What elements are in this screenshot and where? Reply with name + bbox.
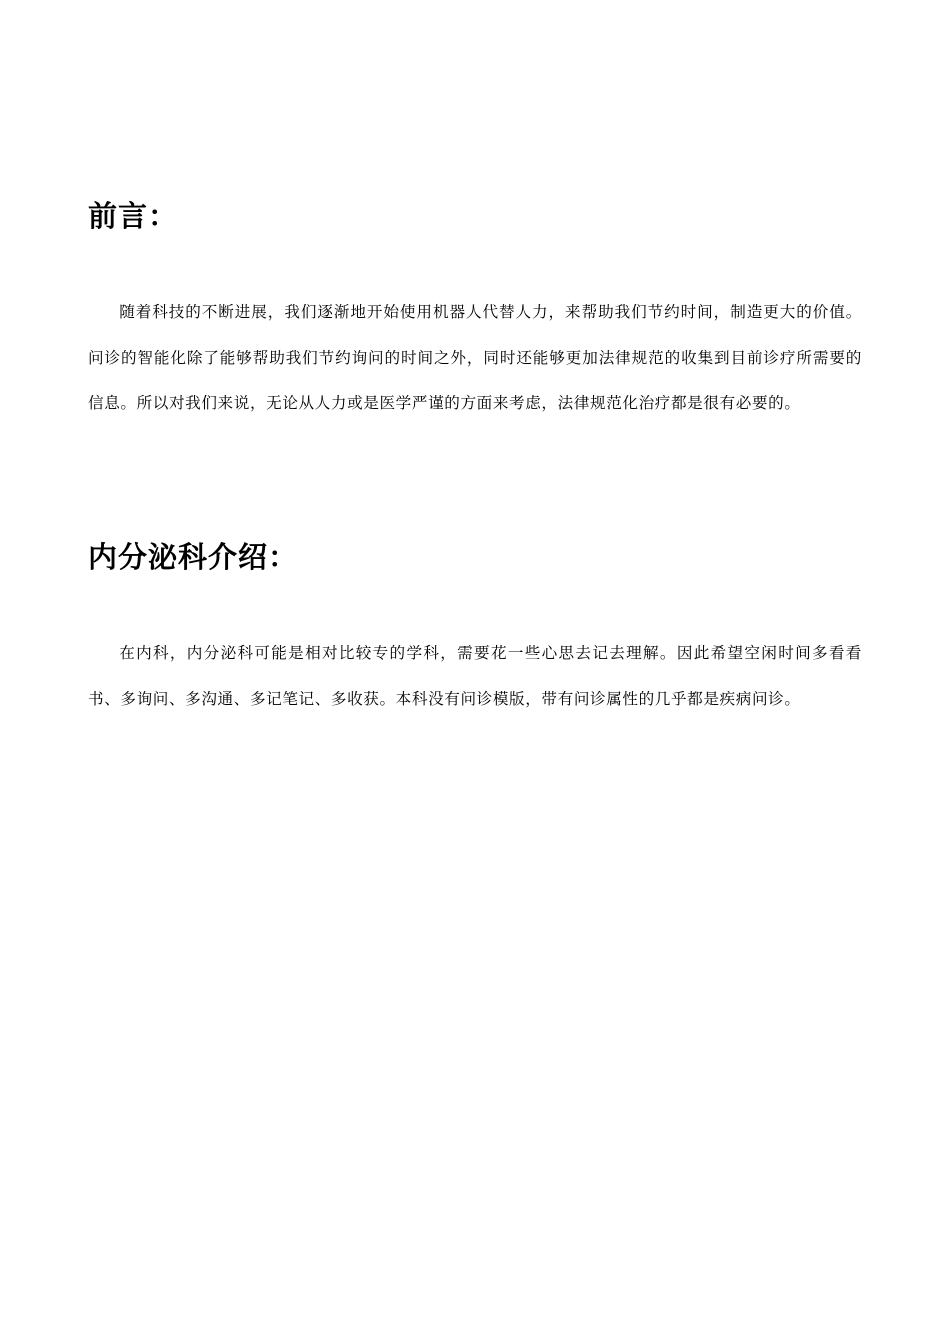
endocrinology-paragraph: 在内科，内分泌科可能是相对比较专的学科，需要花一些心思去记去理解。因此希望空闲时间多看看书、多询问、多沟通、多记笔记、多收获。本科没有问诊模版，带有问诊属性的几乎都是疾病问诊。 [88, 644, 862, 708]
preface-section [88, 196, 862, 427]
preface-paragraph: 随着科技的不断进展，我们逐渐地开始使用机器人代替人力，来帮助我们节约时间，制造更大的价值。问诊的智能化除了能够帮助我们节约询问的时间之外，同时还能够更加法律规范的收集到目前诊疗所需要的信息。所以对我们来说，无论从人力或是医学严谨的方面来考虑，法律规范化治疗都是很有必要的。 [88, 303, 862, 412]
preface-heading: 前言： [88, 199, 179, 233]
endocrinology-section [88, 537, 862, 722]
endocrinology-heading: 内分泌科介绍： [88, 540, 299, 574]
